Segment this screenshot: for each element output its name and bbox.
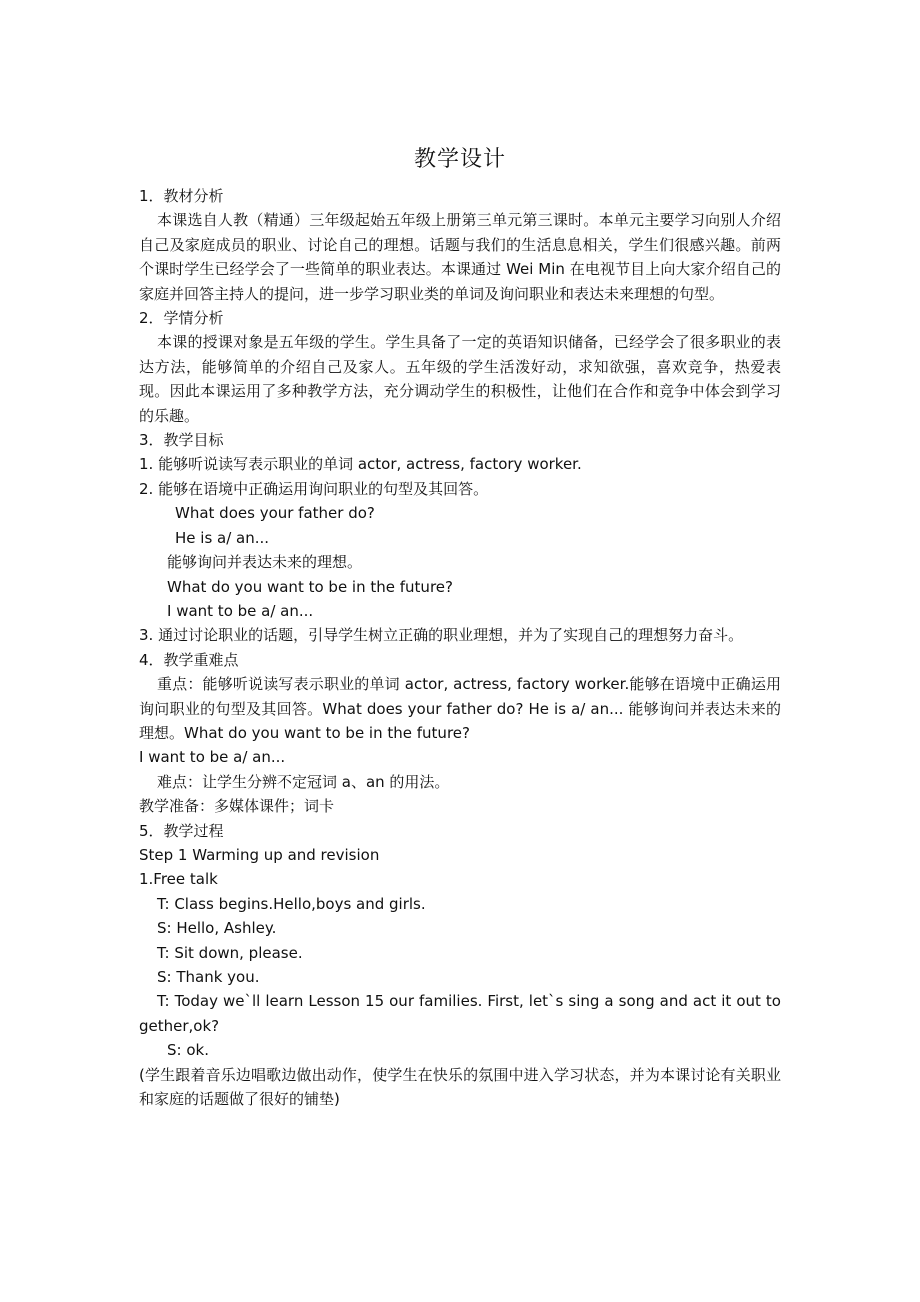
- dialogue-line: S: Hello, Ashley.: [157, 919, 277, 938]
- goal-example-question: What does your father do?: [175, 504, 375, 523]
- goal-item-2: 2. 能够在语境中正确运用询问职业的句型及其回答。: [139, 479, 489, 498]
- paragraph-key-point: 重点：能够听说读写表示职业的单词 actor, actress, factory worker.能够在语境中正确运用询问职业的句型及其回答。What does your father do? He is a/ an... 能够询问并表达未来的理想。What do you want to be in the future?: [139, 675, 781, 742]
- dialogue-line: S: Thank you.: [157, 968, 260, 986]
- section-heading-teaching-goals: 3．教学目标: [139, 431, 224, 450]
- dialogue-line: S: ok.: [167, 1041, 209, 1060]
- dialogue-line: T: Sit down, please.: [157, 943, 303, 962]
- paragraph-student-analysis: 本课的授课对象是五年级的学生。学生具备了一定的英语知识储备，已经学会了很多职业的表达方法，能够简单的介绍自己及家人。五年级的学生活泼好动，求知欲强，喜欢竞争，热爱表现。因此本课运用了多种教学方法，充分调动学生的积极性，让他们在合作和竞争中体会到学习的乐趣。: [139, 333, 781, 425]
- section-heading-teaching-process: 5．教学过程: [139, 821, 224, 840]
- goal-example-answer: He is a/ an...: [175, 528, 270, 547]
- dialogue-line: T: Today we`ll learn Lesson 15 our families. First, let`s sing a song and act it out together,ok?: [139, 992, 781, 1035]
- goal-item-3: 3. 通过讨论职业的话题，引导学生树立正确的职业理想，并为了实现自己的理想努力奋斗。: [139, 626, 744, 645]
- goal-example-question-2: What do you want to be in the future?: [167, 577, 453, 596]
- goal-item-1: 1. 能够听说读写表示职业的单词 actor, actress, factory worker.: [139, 455, 582, 474]
- paragraph-difficult-point: 难点：让学生分辨不定冠词 a、an 的用法。: [157, 772, 450, 791]
- teaching-preparation: 教学准备：多媒体课件；词卡: [139, 797, 335, 816]
- goal-item-2b: 能够询问并表达未来的理想。: [167, 553, 363, 572]
- dialogue-line: T: Class begins.Hello,boys and girls.: [157, 894, 426, 913]
- section-heading-student-analysis: 2．学情分析: [139, 309, 224, 328]
- section-heading-key-points: 4．教学重难点: [139, 650, 239, 669]
- key-point-continuation: I want to be a/ an...: [139, 748, 286, 767]
- step-1-title: Step 1 Warming up and revision: [139, 845, 380, 864]
- document-page: [139, 140, 781, 1111]
- teaching-note: (学生跟着音乐边唱歌边做出动作，使学生在快乐的氛围中进入学习状态，并为本课讨论有关职业和家庭的话题做了很好的铺垫): [139, 1065, 781, 1109]
- page-title: 教学设计: [413, 147, 506, 172]
- free-talk-title: 1.Free talk: [139, 870, 218, 889]
- paragraph-textbook-analysis: 本课选自人教（精通）三年级起始五年级上册第三单元第三课时。本单元主要学习向别人介绍自己及家庭成员的职业、讨论自己的理想。话题与我们的生活息息相关，学生们很感兴趣。前两个课时学生已经学会了一些简单的职业表达。本课通过 Wei Min 在电视节目上向大家介绍自己的家庭并回答主持人的提问，进一步学习职业类的单词及询问职业和表达未来理想的句型。: [139, 211, 781, 303]
- goal-example-answer-2: I want to be a/ an...: [167, 601, 314, 620]
- section-heading-textbook-analysis: 1．教材分析: [139, 187, 224, 205]
